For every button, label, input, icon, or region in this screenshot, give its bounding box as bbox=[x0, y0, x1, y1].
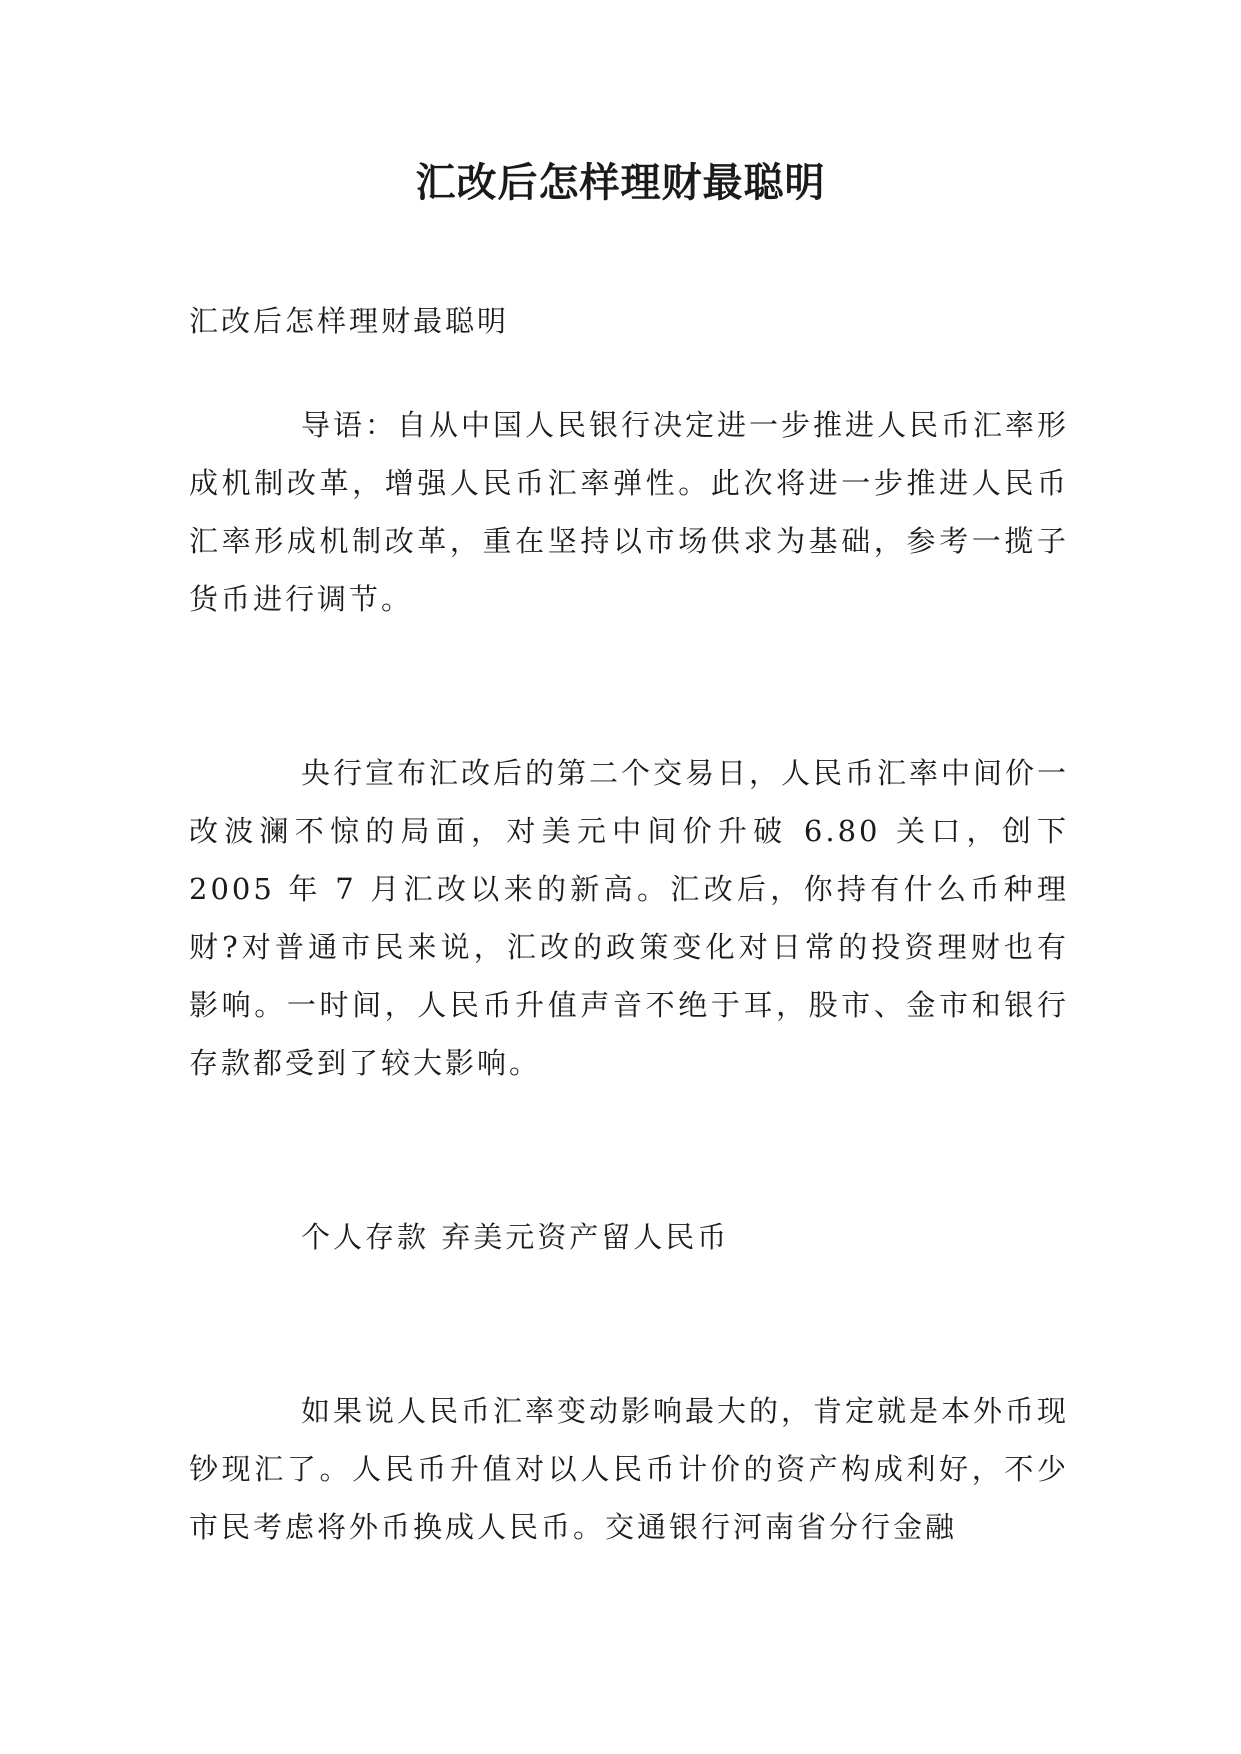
body-paragraph: 如果说人民币汇率变动影响最大的，肯定就是本外币现钞现汇了。人民币升值对以人民币计价的资产构成利好，不少市民考虑将外币换成人民币。交通银行河南省分行金融 bbox=[189, 1394, 1070, 1544]
body-paragraph: 央行宣布汇改后的第二个交易日，人民币汇率中间价一改波澜不惊的局面，对美元中间价升破 6.80 关口，创下 2005 年 7 月汇改以来的新高。汇改后，你持有什么币种理财?对普通市民来说，汇改的政策变化对日常的投资理财也有影响。一时间，人民币升值声音不绝于耳，股市、金市和银行存款都受到了较大影响。 bbox=[189, 756, 1070, 1080]
document-subtitle: 汇改后怎样理财最聪明 bbox=[189, 304, 510, 338]
document-body bbox=[189, 292, 1069, 1556]
section-heading: 个人存款 弃美元资产留人民币 bbox=[301, 1220, 730, 1254]
document-title: 汇改后怎样理财最聪明 bbox=[415, 159, 826, 206]
intro-paragraph: 导语：自从中国人民银行决定进一步推进人民币汇率形成机制改革，增强人民币汇率弹性。此次将进一步推进人民币汇率形成机制改革，重在坚持以市场供求为基础，参考一揽子货币进行调节。 bbox=[189, 408, 1070, 616]
